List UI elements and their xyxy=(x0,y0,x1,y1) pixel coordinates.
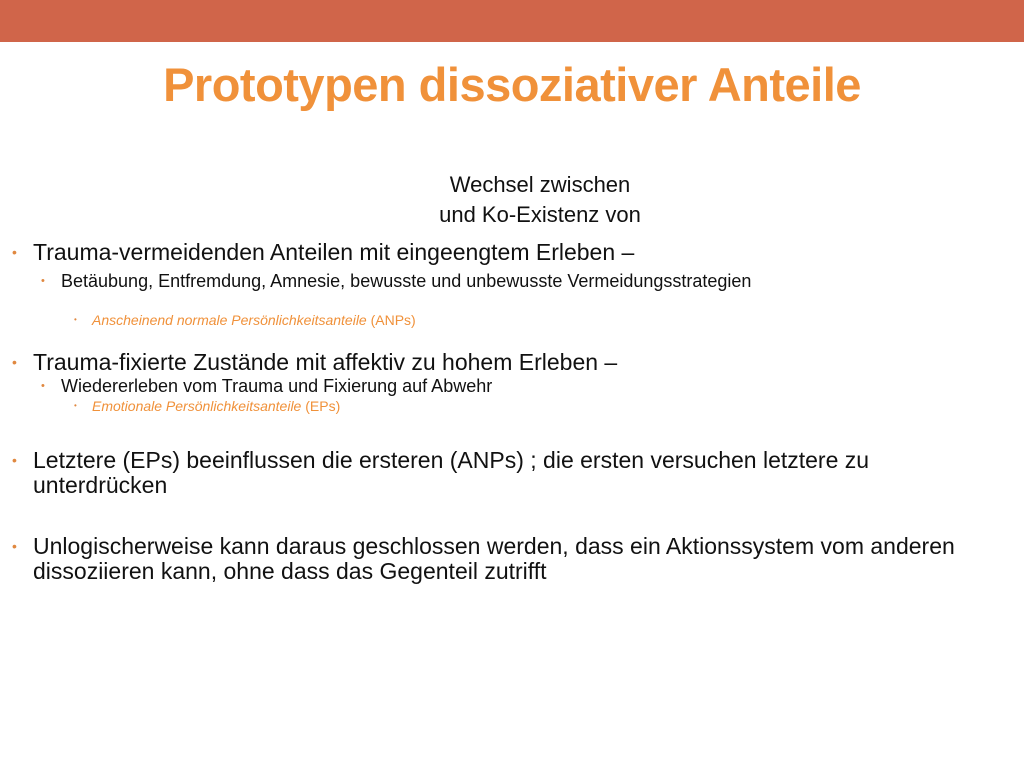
abbreviation-ep: (EPs) xyxy=(301,398,341,414)
sub-bullet-text: Betäubung, Entfremdung, Amnesie, bewusste und unbewusste Vermeidungsstrategien xyxy=(61,271,752,291)
intro-line-1: Wechsel zwischen xyxy=(449,172,631,197)
slide-title: Prototypen dissoziativer Anteile xyxy=(163,58,861,111)
bullet-icon: • xyxy=(41,275,45,287)
bullet-item-action-system xyxy=(12,534,962,584)
bullet-text: Letztere (EPs) beeinflussen die ersteren (ANPs) ; die ersten versuchen letztere zu unterdrücken xyxy=(33,447,870,498)
intro-line-2: und Ko-Existenz von xyxy=(439,202,641,227)
header-accent-bar xyxy=(0,0,1024,42)
bullet-icon: • xyxy=(41,380,45,392)
sub-sub-bullet-item xyxy=(74,312,774,328)
sub-bullet-text: Wiedererleben vom Trauma und Fixierung auf Abwehr xyxy=(61,376,493,396)
sub-bullet-item xyxy=(41,273,771,290)
sub-sub-bullet-text xyxy=(92,398,774,414)
sub-sub-bullet-text xyxy=(92,312,774,328)
bullet-icon: • xyxy=(12,452,17,468)
sub-sub-bullet-item xyxy=(74,398,774,414)
bullet-icon: • xyxy=(12,244,17,260)
bullet-icon: • xyxy=(74,315,77,324)
bullet-item-eps-influence xyxy=(12,448,962,498)
sub-bullet-item xyxy=(41,378,771,395)
term-anp: Anscheinend normale Persönlichkeitsanteile xyxy=(92,312,367,328)
bullet-item-trauma-fixated xyxy=(12,350,962,375)
bullet-icon: • xyxy=(74,401,77,410)
bullet-icon: • xyxy=(12,354,17,370)
bullet-text: Unlogischerweise kann daraus geschlossen werden, dass ein Aktionssystem vom anderen dissoziieren kann, ohne dass das Gegenteil zutrifft xyxy=(33,533,955,584)
bullet-text: Trauma-fixierte Zustände mit affektiv zu hohem Erleben – xyxy=(33,349,618,375)
term-ep: Emotionale Persönlichkeitsanteile xyxy=(92,398,302,414)
bullet-text: Trauma-vermeidenden Anteilen mit eingeengtem Erleben – xyxy=(33,239,635,265)
bullet-icon: • xyxy=(12,538,17,554)
abbreviation-anp: (ANPs) xyxy=(366,312,416,328)
bullet-item-trauma-avoiding xyxy=(12,240,962,265)
